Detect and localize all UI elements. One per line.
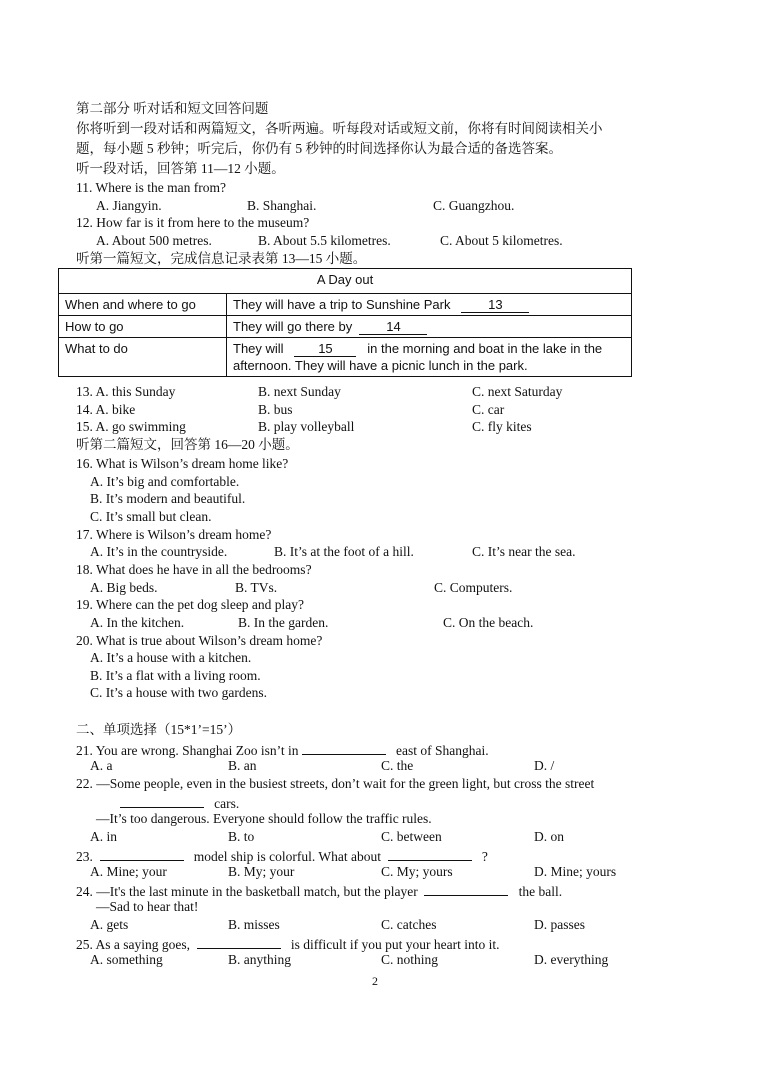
blank-25 [197,934,281,949]
q15-option-b: B. play volleyball [258,419,355,434]
q22-stem-line-2: cars. [120,793,239,812]
q23-option-c: C. My; yours [381,864,453,879]
blank-14: 14 [359,320,427,335]
q22-option-b: B. to [228,829,255,844]
q23-option-d: D. Mine; yours [534,864,617,879]
q25-option-a: A. something [90,952,163,967]
q13-option-a: 13. A. this Sunday [76,384,176,399]
blank-15: 15 [294,342,356,357]
q25-stem: 25. As a saying goes, is difficult if you put your heart into it. [76,934,499,953]
blank-24 [424,881,508,896]
q22-stem-line-1: 22. —Some people, even in the busiest streets, don’t wait for the green light, but cross the street [76,776,595,791]
instructions-line-2: 题，每小题 5 秒钟；听完后，你仍有 5 秒钟的时间选择你认为最合适的备选答案。 [76,141,562,156]
q15-option-c: C. fly kites [472,419,532,434]
q22-option-c: C. between [381,829,442,844]
q11-option-a: A. Jiangyin. [96,198,162,213]
page-number: 2 [372,974,378,988]
q12-option-c: C. About 5 kilometres. [440,233,563,248]
q16-stem: 16. What is Wilson’s dream home like? [76,456,289,471]
q17-option-c: C. It’s near the sea. [472,544,576,559]
q16-option-b: B. It’s modern and beautiful. [90,491,246,506]
q23-option-a: A. Mine; your [90,864,167,879]
blank-13: 13 [461,298,529,313]
row-label-what: What to do [59,338,227,377]
blank-21 [302,740,386,755]
row-value-what [227,338,632,377]
q14-option-a: 14. A. bike [76,402,136,417]
q20-option-b: B. It’s a flat with a living room. [90,668,261,683]
q16-option-c: C. It’s small but clean. [90,509,212,524]
q17-option-b: B. It’s at the foot of a hill. [274,544,414,559]
day-out-table [58,268,632,377]
q20-stem: 20. What is true about Wilson’s dream home? [76,633,323,648]
q22-option-a: A. in [90,829,117,844]
row2-text: They will go there by [233,319,353,334]
q25-option-c: C. nothing [381,952,439,967]
q21-option-c: C. the [381,758,414,773]
dialog-intro: 听一段对话，回答第 11—12 小题。 [76,161,285,176]
passage1-intro: 听第一篇短文，完成信息记录表第 13—15 小题。 [76,251,367,266]
q17-option-a: A. It’s in the countryside. [90,544,228,559]
q25-option-d: D. everything [534,952,609,967]
blank-23a [100,846,184,861]
q16-option-a: A. It’s big and comfortable. [90,474,240,489]
q17-stem: 17. Where is Wilson’s dream home? [76,527,272,542]
blank-23b [388,846,472,861]
row3-line2: afternoon. They will have a picnic lunch in the park. [233,358,528,373]
row3-post: in the morning and boat in the lake in the [367,341,603,356]
q11-stem: 11. Where is the man from? [76,180,226,195]
q22-response: —It’s too dangerous. Everyone should follow the traffic rules. [96,811,432,826]
q15-option-a: 15. A. go swimming [76,419,186,434]
table-title: A Day out [59,269,632,294]
q25-option-b: B. anything [228,952,291,967]
row-value-how [227,316,632,338]
q20-option-c: C. It’s a house with two gardens. [90,685,267,700]
q19-option-c: C. On the beach. [443,615,534,630]
q23-stem: 23. model ship is colorful. What about ? [76,846,488,865]
row-value-when-where [227,294,632,316]
row-label-when-where: When and where to go [59,294,227,316]
q24-stem: 24. —It's the last minute in the basketball match, but the player the ball. [76,881,562,900]
section-heading: 第二部分 听对话和短文回答问题 [76,101,269,116]
q12-stem: 12. How far is it from here to the museum? [76,215,310,230]
q12-option-a: A. About 500 metres. [96,233,212,248]
q22-option-d: D. on [534,829,564,844]
q12-option-b: B. About 5.5 kilometres. [258,233,391,248]
passage2-intro: 听第二篇短文，回答第 16—20 小题。 [76,437,299,452]
q19-option-b: B. In the garden. [238,615,329,630]
blank-22 [120,793,204,808]
q18-option-c: C. Computers. [434,580,513,595]
q18-stem: 18. What does he have in all the bedrooms? [76,562,312,577]
row1-text: They will have a trip to Sunshine Park [233,297,451,312]
section-2-heading: 二、单项选择（15*1’=15’） [76,722,242,737]
q19-stem: 19. Where can the pet dog sleep and play? [76,597,305,612]
q21-stem: 21. You are wrong. Shanghai Zoo isn’t in east of Shanghai. [76,740,489,759]
q24-option-c: C. catches [381,917,437,932]
q19-option-a: A. In the kitchen. [90,615,185,630]
q20-option-a: A. It’s a house with a kitchen. [90,650,252,665]
row3-text: They will [233,341,284,356]
q21-option-b: B. an [228,758,257,773]
q21-option-d: D. / [534,758,555,773]
q24-option-d: D. passes [534,917,585,932]
q18-option-a: A. Big beds. [90,580,158,595]
q21-option-a: A. a [90,758,113,773]
row-label-how: How to go [59,316,227,338]
q14-option-c: C. car [472,402,505,417]
q14-option-b: B. bus [258,402,293,417]
q13-option-b: B. next Sunday [258,384,341,399]
instructions-line-1: 你将听到一段对话和两篇短文，各听两遍。听每段对话或短文前，你将有时间阅读相关小 [76,121,603,136]
q13-option-c: C. next Saturday [472,384,563,399]
q24-response: —Sad to hear that! [96,899,199,914]
q11-option-b: B. Shanghai. [247,198,317,213]
q24-option-b: B. misses [228,917,280,932]
q18-option-b: B. TVs. [235,580,278,595]
q11-option-c: C. Guangzhou. [433,198,515,213]
q24-option-a: A. gets [90,917,129,932]
q23-option-b: B. My; your [228,864,295,879]
